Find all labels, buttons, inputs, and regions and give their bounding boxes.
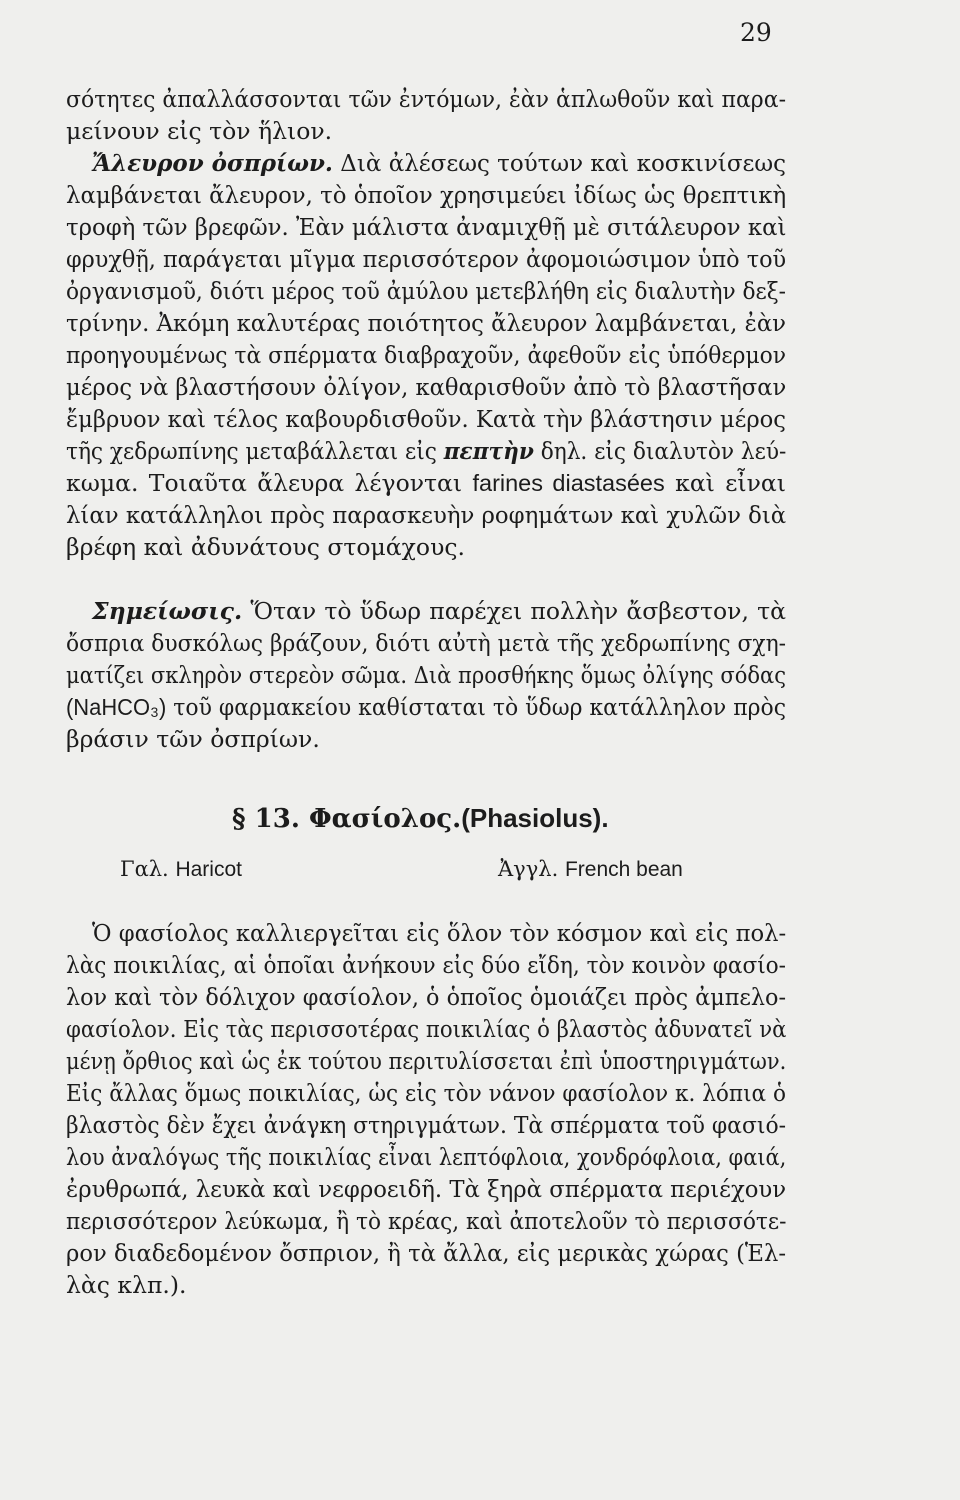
text-line: ρον διαδεδομένον ὄσπριον, ἢ τὰ ἄλλα, εἰς μερικὰς χώρας (Ἑλ- — [66, 1239, 786, 1267]
aleuron-term: Ἄλευρον ὀσπρίων. — [92, 149, 333, 177]
text-line: λὰς κλπ.). — [66, 1271, 187, 1299]
text-line: φρυχθῇ, παράγεται μῖγμα περισσότερον ἀφομοιώσιμον ὑπὸ τοῦ — [66, 245, 787, 273]
text-line: (NaHCO₃) τοῦ φαρμακείου καθίσταται τὸ ὕδωρ κατάλληλον πρὸς — [66, 693, 786, 721]
text-line: Εἰς ἄλλας ὅμως ποικιλίας, ὡς εἰς τὸν νάνον φασίολον κ. λόπια ὁ — [66, 1079, 786, 1107]
english-name: Ἀγγλ. French bean — [498, 857, 683, 881]
text-line: προηγουμένως τὰ σπέρματα διαβραχοῦν, ἀφεθοῦν εἰς ὑπόθερμον — [66, 341, 786, 369]
text-line: λίαν κατάλληλοι πρὸς παρασκευὴν ροφημάτων καὶ χυλῶν διὰ — [66, 501, 787, 529]
page-number: 29 — [740, 18, 772, 47]
chemical-formula: (NaHCO₃) — [66, 694, 167, 720]
text-line: ὄσπρια δυσκόλως βράζουν, διότι αὐτὴ μετὰ τῆς χεδρωπίνης σχη- — [66, 629, 786, 657]
text-line: περισσότερον λεύκωμα, ἢ τὸ κρέας, καὶ ἀποτελοῦν τὸ περισσότε- — [66, 1207, 787, 1235]
text-line: σότητες ἀπαλλάσσονται τῶν ἐντόμων, ἐὰν ἁπλωθοῦν καὶ παρα- — [66, 85, 786, 113]
text-line: βράσιν τῶν ὀσπρίων. — [66, 725, 320, 753]
text-line: λον καὶ τὸν δόλιχον φασίολον, ὁ ὁποῖος ὁμοιάζει πρὸς ἀμπελο- — [66, 983, 786, 1011]
french-name: Γαλ. Haricot — [120, 857, 242, 881]
text-line: κωμα. Τοιαῦτα ἄλευρα λέγονται farines diastasées καὶ εἶναι — [66, 469, 786, 497]
french-term: farines diastasées — [472, 470, 665, 496]
text-line: βλαστὸς δὲν ἔχει ἀνάγκη στηριγμάτων. Τὰ σπέρματα τοῦ φασιό- — [66, 1111, 786, 1139]
text-line: τῆς χεδρωπίνης μεταβάλλεται εἰς πεπτὴν δηλ. εἰς διαλυτὸν λεύ- — [66, 437, 787, 465]
text-line: λαμβάνεται ἄλευρον, τὸ ὁποῖον χρησιμεύει ἰδίως ὡς θρεπτικὴ — [66, 181, 787, 209]
text-line: τροφὴ τῶν βρεφῶν. Ἐὰν μάλιστα ἀναμιχθῇ μὲ σιτάλευρον καὶ — [66, 213, 787, 241]
text-line: λὰς ποικιλίας, αἱ ὁποῖαι ἀνήκουν εἰς δύο εἴδη, τὸν κοινὸν φασίο- — [66, 951, 786, 979]
text-line: ἐρυθρωπά, λευκὰ καὶ νεφροειδῆ. Τὰ ξηρὰ σπέρματα περιέχουν — [66, 1175, 787, 1203]
text-line: Ὁ φασίολος καλλιεργεῖται εἰς ὅλον τὸν κόσμον καὶ εἰς πολ- — [92, 919, 787, 947]
text-line: ὀργανισμοῦ, διότι μέρος τοῦ ἀμύλου μετεβλήθη εἰς διαλυτὴν δεξ- — [66, 277, 786, 305]
text-line: μείνουν εἰς τὸν ἥλιον. — [66, 117, 333, 145]
text-line: βρέφη καὶ ἀδυνάτους στομάχους. — [66, 533, 465, 561]
text-line: Ἄλευρον ὀσπρίων. Διὰ ἀλέσεως τούτων καὶ κοσκινίσεως — [92, 149, 786, 177]
text-line: Σημείωσις. Ὅταν τὸ ὕδωρ παρέχει πολλὴν ἄσβεστον, τὰ — [92, 597, 786, 625]
text-line: ματίζει σκληρὸν στερεὸν σῶμα. Διὰ προσθήκης ὅμως ὀλίγης σόδας — [66, 661, 786, 689]
text-line: φασίολον. Εἰς τὰς περισσοτέρας ποικιλίας ὁ βλαστὸς ἀδυνατεῖ νὰ — [66, 1015, 787, 1043]
text-line: λου ἀναλόγως τῆς ποικιλίας εἶναι λεπτόφλοια, χονδρόφλοια, φαιά, — [66, 1143, 787, 1171]
text-line: μένῃ ὄρθιος καὶ ὡς ἐκ τούτου περιτυλίσσεται ἐπὶ ὑποστηριγμάτων. — [66, 1047, 787, 1075]
text-line: τρίνην. Ἀκόμη καλυτέρας ποιότητος ἄλευρον λαμβάνεται, ἐὰν — [66, 309, 786, 337]
note-term: Σημείωσις. — [92, 597, 243, 625]
peptin-term: πεπτὴν — [443, 437, 534, 465]
text-line: ἔμβρυον καὶ τέλος καβουρδισθοῦν. Κατὰ τὴν βλάστησιν μέρος — [66, 405, 786, 433]
section-heading: § 13. Φασίολος.(Phasiolus). — [232, 803, 609, 834]
text-line: μέρος νὰ βλαστήσουν ὀλίγον, καθαρισθοῦν ἀπὸ τὸ βλαστῆσαν — [66, 373, 787, 401]
